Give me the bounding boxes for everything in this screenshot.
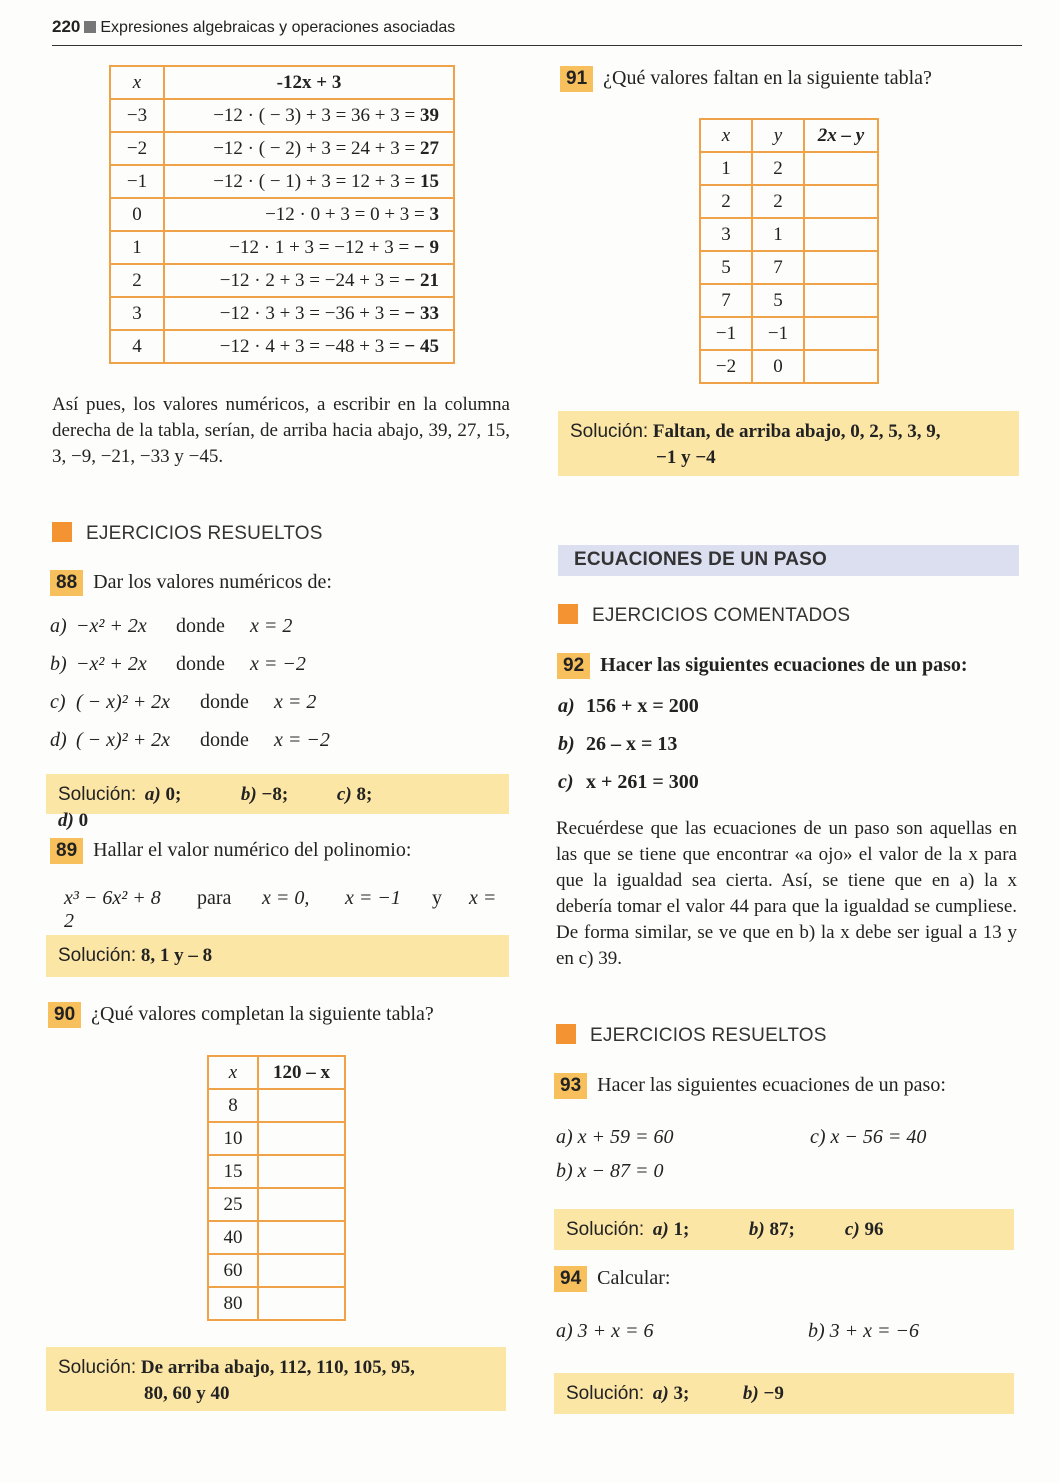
x-cell: 2 <box>110 264 164 297</box>
x-cell: 7 <box>700 284 752 317</box>
exercise-92-item: b) 26 – x = 13 <box>558 733 678 755</box>
result: − 9 <box>413 236 439 258</box>
orange-square-icon <box>558 604 578 624</box>
x-cell: −2 <box>110 132 164 165</box>
exercise-89-polynomial: x³ − 6x² + 8 para x = 0, x = −1 y x = 2 <box>64 887 497 932</box>
section-heading: EJERCICIOS COMENTADOS <box>558 604 850 627</box>
column-header: 120 – x <box>258 1056 345 1089</box>
solution-part: d) 0 <box>58 810 89 831</box>
exercise-88-item: d) ( − x)² + 2x donde x = −2 <box>50 729 330 751</box>
expression-cell <box>164 132 454 165</box>
exercise-89-prompt: 89 Hallar el valor numérico del polinomio: <box>50 838 411 864</box>
solution-part: b) 87; <box>748 1219 795 1240</box>
column-header: x <box>700 119 752 152</box>
exercise-94-item-b: b) 3 + x = −6 <box>808 1320 920 1342</box>
result: − 45 <box>404 335 439 357</box>
exercise-89-solution: Solución: 8, 1 y – 8 <box>46 935 509 977</box>
table-header-row <box>700 119 878 152</box>
exercise-94-prompt: 94 Calcular: <box>554 1266 670 1292</box>
empty-cell <box>258 1089 345 1122</box>
y-cell: 7 <box>752 251 804 284</box>
x-cell: −1 <box>700 317 752 350</box>
empty-cell <box>258 1221 345 1254</box>
result: − 33 <box>404 302 439 324</box>
empty-cell <box>258 1122 345 1155</box>
empty-cell <box>804 317 878 350</box>
column-header: 2x – y <box>804 119 878 152</box>
empty-cell <box>258 1254 345 1287</box>
chapter-title: Expresiones algebraicas y operaciones asociadas <box>100 19 456 36</box>
expression: −12 · ( − 2) + 3 = 24 + 3 = <box>213 137 420 159</box>
table-row <box>208 1188 345 1221</box>
table-row <box>110 165 454 198</box>
solution-part: c) 96 <box>844 1219 884 1240</box>
empty-cell <box>258 1287 345 1320</box>
exercise-93-item-a: a) x + 59 = 60 <box>556 1126 674 1148</box>
exercise-number: 90 <box>48 1002 81 1028</box>
exercise-91-prompt: 91 ¿Qué valores faltan en la siguiente tabla? <box>560 66 932 92</box>
empty-cell <box>804 350 878 383</box>
exercise-number: 91 <box>560 66 593 92</box>
table-row <box>700 317 878 350</box>
exercise-number: 88 <box>50 570 83 596</box>
expression: −12 · 2 + 3 = −24 + 3 = <box>219 269 405 291</box>
table-row <box>110 264 454 297</box>
exercise-number: 89 <box>50 838 83 864</box>
exercise-92-paragraph: Recuérdese que las ecuaciones de un paso son aquellas en las que se tiene que encontrar «a ojo» el valor de la x para que la igualdad sea cierta. Así, se tiene que en a) la x debería tomar el valor 44 para que la igualdad se cumpliese. De forma similar, se ve que en b) la x debe ser igual a 13 y en c) 39. <box>556 818 1017 969</box>
x-cell: −1 <box>110 165 164 198</box>
exercise-92-item: c) x + 261 = 300 <box>558 771 699 793</box>
empty-cell <box>804 152 878 185</box>
exercise-92-item: a) 156 + x = 200 <box>558 695 699 717</box>
values-table <box>109 65 455 364</box>
table-row <box>700 251 878 284</box>
y-cell: 5 <box>752 284 804 317</box>
x-cell: 60 <box>208 1254 258 1287</box>
exercise-90-solution: Solución: De arriba abajo, 112, 110, 105, 95, 80, 60 y 40 <box>46 1347 506 1411</box>
table-row <box>110 330 454 363</box>
table-row <box>208 1122 345 1155</box>
column-header: x <box>110 66 164 99</box>
expression-cell <box>164 198 454 231</box>
y-cell: −1 <box>752 317 804 350</box>
solution-part: b) −8; <box>240 784 289 805</box>
result: 3 <box>429 203 439 225</box>
x-cell: 40 <box>208 1221 258 1254</box>
empty-cell <box>258 1188 345 1221</box>
exercise-number: 93 <box>554 1073 587 1099</box>
expression-cell <box>164 165 454 198</box>
expression-cell <box>164 297 454 330</box>
exercise-90-table <box>207 1055 346 1321</box>
table-header-row <box>110 66 454 99</box>
expression-cell <box>164 99 454 132</box>
exercise-94-item-a: a) 3 + x = 6 <box>556 1320 654 1342</box>
x-cell: 10 <box>208 1122 258 1155</box>
table-row <box>208 1155 345 1188</box>
table-row <box>208 1254 345 1287</box>
x-cell: 15 <box>208 1155 258 1188</box>
solution-part: a) 0; <box>144 784 182 805</box>
expression-cell <box>164 264 454 297</box>
y-cell: 2 <box>752 185 804 218</box>
exercise-88-solution: Solución: a) 0; b) −8; c) 8;d) 0 <box>46 774 509 814</box>
solution-part: c) 8; <box>336 784 373 805</box>
expression: −12 · ( − 1) + 3 = 12 + 3 = <box>213 170 420 192</box>
table-row <box>110 198 454 231</box>
intro-paragraph: Así pues, los valores numéricos, a escribir en la columna derecha de la tabla, serían, de arriba hacia abajo, 39, 27, 15, 3, −9, −21, −33 y −45. <box>52 394 510 467</box>
table-row <box>110 297 454 330</box>
table-row <box>700 350 878 383</box>
exercise-92-prompt: 92 Hacer las siguientes ecuaciones de un paso: <box>557 653 968 679</box>
expression: −12 · 0 + 3 = 0 + 3 = <box>265 203 430 225</box>
x-cell: 4 <box>110 330 164 363</box>
exercise-88-prompt: 88 Dar los valores numéricos de: <box>50 570 332 596</box>
solution-part: a) 3; <box>652 1383 690 1404</box>
table-header-row <box>208 1056 345 1089</box>
solution-part: a) 1; <box>652 1219 690 1240</box>
column-header: y <box>752 119 804 152</box>
exercise-93-solution: Solución: a) 1; b) 87; c) 96 <box>554 1209 1014 1250</box>
x-cell: 3 <box>700 218 752 251</box>
table-row <box>700 218 878 251</box>
table-row <box>208 1221 345 1254</box>
table-row <box>700 185 878 218</box>
result: 39 <box>420 104 439 126</box>
section-band: ECUACIONES DE UN PASO <box>558 545 1019 576</box>
exercise-93-item-c: c) x − 56 = 40 <box>810 1126 927 1148</box>
expression-cell <box>164 231 454 264</box>
empty-cell <box>804 251 878 284</box>
x-cell: 80 <box>208 1287 258 1320</box>
column-header: x <box>208 1056 258 1089</box>
x-cell: 2 <box>700 185 752 218</box>
expression: −12 · 1 + 3 = −12 + 3 = <box>229 236 414 258</box>
result: 15 <box>420 170 439 192</box>
exercise-91-solution: Solución: Faltan, de arriba abajo, 0, 2, 5, 3, 9, −1 y −4 <box>558 411 1019 476</box>
table-row <box>110 231 454 264</box>
exercise-93-item-b: b) x − 87 = 0 <box>556 1160 664 1182</box>
exercise-90-prompt: 90 ¿Qué valores completan la siguiente tabla? <box>48 1002 434 1028</box>
table-row <box>110 132 454 165</box>
result: − 21 <box>404 269 439 291</box>
section-heading: EJERCICIOS RESUELTOS <box>52 522 323 545</box>
expression: −12 · 4 + 3 = −48 + 3 = <box>219 335 405 357</box>
exercise-91-table <box>699 118 879 384</box>
exercise-number: 94 <box>554 1266 587 1292</box>
table-row <box>700 152 878 185</box>
x-cell: 8 <box>208 1089 258 1122</box>
exercise-88-item: b) −x² + 2x donde x = −2 <box>50 653 306 675</box>
orange-square-icon <box>556 1024 576 1044</box>
y-cell: 2 <box>752 152 804 185</box>
page-number: 220 <box>52 17 81 36</box>
exercise-93-prompt: 93 Hacer las siguientes ecuaciones de un paso: <box>554 1073 946 1099</box>
x-cell: 25 <box>208 1188 258 1221</box>
expression: −12 · ( − 3) + 3 = 36 + 3 = <box>213 104 420 126</box>
empty-cell <box>258 1155 345 1188</box>
y-cell: 1 <box>752 218 804 251</box>
table-row <box>700 284 878 317</box>
empty-cell <box>804 218 878 251</box>
exercise-number: 92 <box>557 653 590 679</box>
exercise-88-item: a) −x² + 2x donde x = 2 <box>50 615 293 637</box>
exercise-88-item: c) ( − x)² + 2x donde x = 2 <box>50 691 317 713</box>
header-square-icon <box>84 21 96 33</box>
expression-cell <box>164 330 454 363</box>
y-cell: 0 <box>752 350 804 383</box>
x-cell: 5 <box>700 251 752 284</box>
table-row <box>110 99 454 132</box>
empty-cell <box>804 185 878 218</box>
expression: −12 · 3 + 3 = −36 + 3 = <box>219 302 405 324</box>
x-cell: 1 <box>110 231 164 264</box>
x-cell: −2 <box>700 350 752 383</box>
solution-part: b) −9 <box>742 1383 784 1404</box>
column-header: -12x + 3 <box>164 66 454 99</box>
empty-cell <box>804 284 878 317</box>
x-cell: 3 <box>110 297 164 330</box>
x-cell: −3 <box>110 99 164 132</box>
exercise-94-solution: Solución: a) 3; b) −9 <box>554 1373 1014 1414</box>
x-cell: 0 <box>110 198 164 231</box>
orange-square-icon <box>52 522 72 542</box>
section-heading: EJERCICIOS RESUELTOS <box>556 1024 827 1047</box>
result: 27 <box>420 137 439 159</box>
x-cell: 1 <box>700 152 752 185</box>
table-row <box>208 1089 345 1122</box>
page-header <box>52 16 1022 46</box>
table-row <box>208 1287 345 1320</box>
